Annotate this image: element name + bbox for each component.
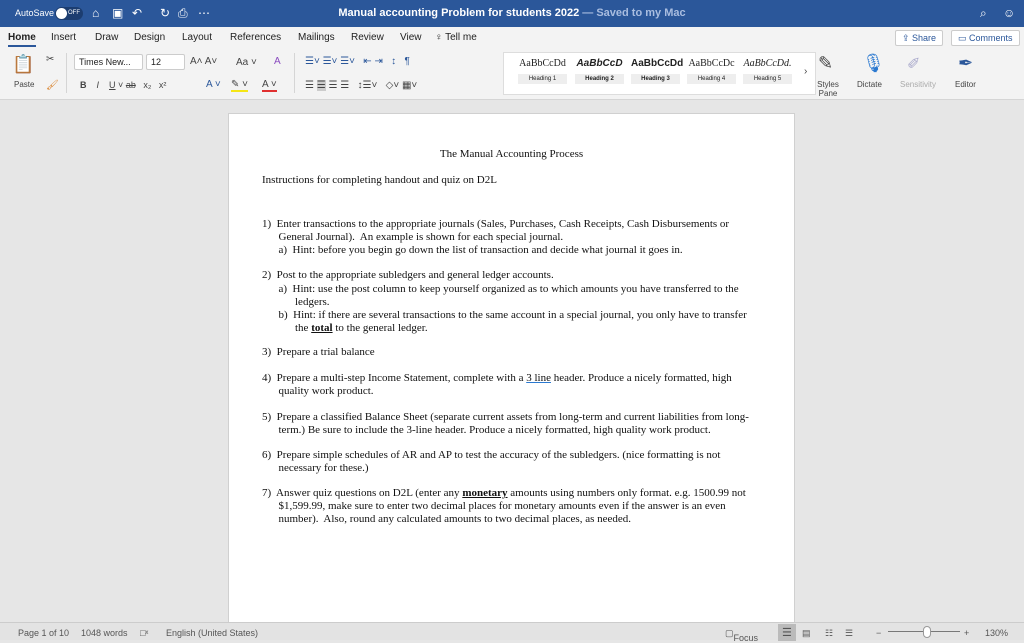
tab-insert[interactable]: Insert	[51, 32, 77, 43]
styles-pane-label[interactable]: Styles Pane	[817, 80, 839, 98]
lightbulb-icon: ♀	[435, 32, 446, 43]
paste-label[interactable]: Paste	[14, 80, 35, 89]
doc-line: quality work product.	[262, 385, 374, 397]
tab-references[interactable]: References	[230, 32, 282, 43]
zoom-level[interactable]: 130%	[985, 628, 1009, 638]
autosave-label: AutoSave	[15, 8, 55, 18]
doc-line: b) Hint: if there are several transactions to the same account in a special journal, you only have to transfer	[262, 309, 747, 321]
tab-review[interactable]: Review	[351, 32, 384, 43]
zoom-in-icon[interactable]: +	[964, 628, 970, 638]
sensitivity-label: Sensitivity	[900, 80, 937, 89]
font-name-select[interactable]: Times New...	[74, 54, 143, 70]
outline-icon[interactable]: ☷	[825, 628, 834, 638]
styles-pane-icon[interactable]: ✎	[818, 53, 834, 73]
font-format-buttons[interactable]: B I U ˅ ab x₂ x²	[80, 80, 167, 90]
doc-intro: Instructions for completing handout and quiz on D2L	[262, 174, 497, 186]
style-heading-5[interactable]: AaBbCcDd. Heading 5	[743, 58, 792, 82]
more-icon[interactable]: ⋯	[198, 6, 210, 20]
style-heading-4[interactable]: AaBbCcDc Heading 4	[688, 58, 735, 82]
doc-line: a) Hint: use the post column to keep yourself organized as to which amounts you have transferred to the	[262, 283, 739, 295]
save-icon[interactable]: ▣	[112, 6, 124, 20]
grow-font-icon[interactable]: A˄ A˅	[190, 56, 218, 67]
text-effects-icon[interactable]: A ˅	[206, 79, 221, 90]
account-icon[interactable]: ☺	[1003, 6, 1016, 20]
print-icon[interactable]: ⎙	[178, 6, 188, 20]
focus-label: Focus	[733, 633, 759, 643]
tell-me[interactable]	[435, 32, 477, 43]
doc-line: a) Hint: before you begin go down the list of transaction and decide what journal it goes in.	[262, 244, 683, 256]
tell-me-label: Tell me	[445, 32, 477, 43]
doc-line: 5) Prepare a classified Balance Sheet (separate current assets from long-term and current liabilities from long-	[262, 411, 749, 423]
microphone-icon[interactable]: 🎙	[862, 53, 885, 73]
doc-line: 4) Prepare a multi-step Income Statement, complete with a 3 line header. Produce a nicely formatted, high	[262, 372, 732, 384]
comments-button[interactable]: ▭ Comments	[951, 30, 1020, 46]
format-painter-icon[interactable]: 🖌	[46, 80, 59, 91]
word-count[interactable]: 1048 words	[81, 628, 128, 638]
print-layout-icon[interactable]: ☰	[778, 624, 796, 641]
doc-line: 7) Answer quiz questions on D2L (enter any monetary amounts using numbers only format. e.g. 1500.99 not	[262, 487, 746, 499]
tab-view[interactable]: View	[400, 32, 422, 43]
doc-line: necessary for these.)	[262, 462, 369, 474]
dictate-label[interactable]: Dictate	[857, 80, 882, 89]
font-size-select[interactable]: 12	[146, 54, 185, 70]
language[interactable]: English (United States)	[166, 628, 259, 638]
sensitivity-icon: ✐	[907, 56, 921, 73]
paste-icon[interactable]: 📋	[12, 54, 35, 74]
doc-line: $1,599.99, make sure to enter two decimal places for monetary amounts even if the answer is an even	[262, 500, 726, 512]
tab-draw[interactable]: Draw	[95, 32, 119, 43]
style-heading-3[interactable]: AaBbCcDd Heading 3	[631, 58, 684, 82]
page-count[interactable]: Page 1 of 10	[18, 628, 70, 638]
clear-format-icon[interactable]: A	[274, 56, 281, 67]
styles-more-icon[interactable]: ›	[804, 66, 808, 77]
doc-line: term.) Be sure to include the 3-line header. Produce a nicely formatted, high quality work product.	[262, 424, 711, 436]
document-page[interactable]	[228, 113, 795, 633]
list-icons[interactable]: ☰˅ ☰˅ ☰˅ ⇤ ⇥ ↕ ¶	[305, 56, 410, 67]
zoom-slider-thumb[interactable]	[923, 626, 931, 638]
tab-mailings[interactable]: Mailings	[298, 32, 335, 43]
ribbon-tabs	[0, 27, 1024, 49]
document-title: Manual accounting Problem for students 2022 — Saved to my Mac	[338, 7, 686, 19]
doc-title: The Manual Accounting Process	[439, 148, 584, 160]
editor-icon[interactable]: ✒	[958, 53, 974, 73]
share-button[interactable]: ⇪ Share	[895, 30, 943, 46]
tab-layout[interactable]: Layout	[182, 32, 213, 43]
web-layout-icon[interactable]: ▤	[802, 628, 811, 638]
proofing-icon[interactable]: □ˣ	[140, 628, 149, 638]
search-icon[interactable]: ⌕	[980, 6, 987, 20]
doc-line: number). Also, round any calculated amounts to two decimal places, as needed.	[262, 513, 632, 525]
home-icon[interactable]: ⌂	[92, 6, 100, 20]
draft-icon[interactable]: ☰	[845, 628, 854, 638]
comments-label: Comments	[969, 33, 1013, 43]
doc-line: 1) Enter transactions to the appropriate journals (Sales, Purchases, Cash Receipts, Cash Disbursements or	[262, 218, 730, 230]
status-bar	[0, 622, 1024, 643]
tab-home[interactable]: Home	[8, 32, 36, 47]
cut-icon[interactable]: ✂	[46, 54, 55, 65]
doc-line: 3) Prepare a trial balance	[262, 346, 375, 358]
style-heading-2[interactable]: AaBbCcD Heading 2	[576, 58, 623, 82]
focus-button[interactable]: ▢ Focus	[725, 628, 759, 643]
doc-line: General Journal). An example is shown for each special journal.	[262, 231, 564, 243]
style-heading-1[interactable]: AaBbCcDd Heading 1	[519, 58, 566, 82]
autosave-toggle[interactable]: OFF	[55, 7, 83, 20]
doc-line: 6) Prepare simple schedules of AR and AP to test the accuracy of the subledgers. (nice formatting is not	[262, 449, 721, 461]
redo-icon[interactable]: ↻	[160, 6, 171, 20]
doc-line: 2) Post to the appropriate subledgers and general ledger accounts.	[262, 269, 554, 281]
zoom-out-icon[interactable]: −	[876, 628, 882, 638]
share-label: Share	[912, 33, 937, 43]
tab-design[interactable]: Design	[134, 32, 166, 43]
alignment-icons[interactable]: ☰ ☰ ☰ ☰ ↕☰˅ ◇˅ ▦˅	[305, 80, 418, 91]
highlight-icon[interactable]: ✎ ˅	[231, 79, 248, 90]
font-color-icon[interactable]: A ˅	[262, 79, 277, 90]
change-case-icon[interactable]: Aa ˅	[236, 57, 257, 68]
title-bar	[0, 0, 1024, 27]
editor-label[interactable]: Editor	[955, 80, 976, 89]
doc-line: the total to the general ledger.	[262, 322, 428, 334]
undo-icon[interactable]: ↶	[132, 6, 143, 20]
doc-line: ledgers.	[262, 296, 330, 308]
